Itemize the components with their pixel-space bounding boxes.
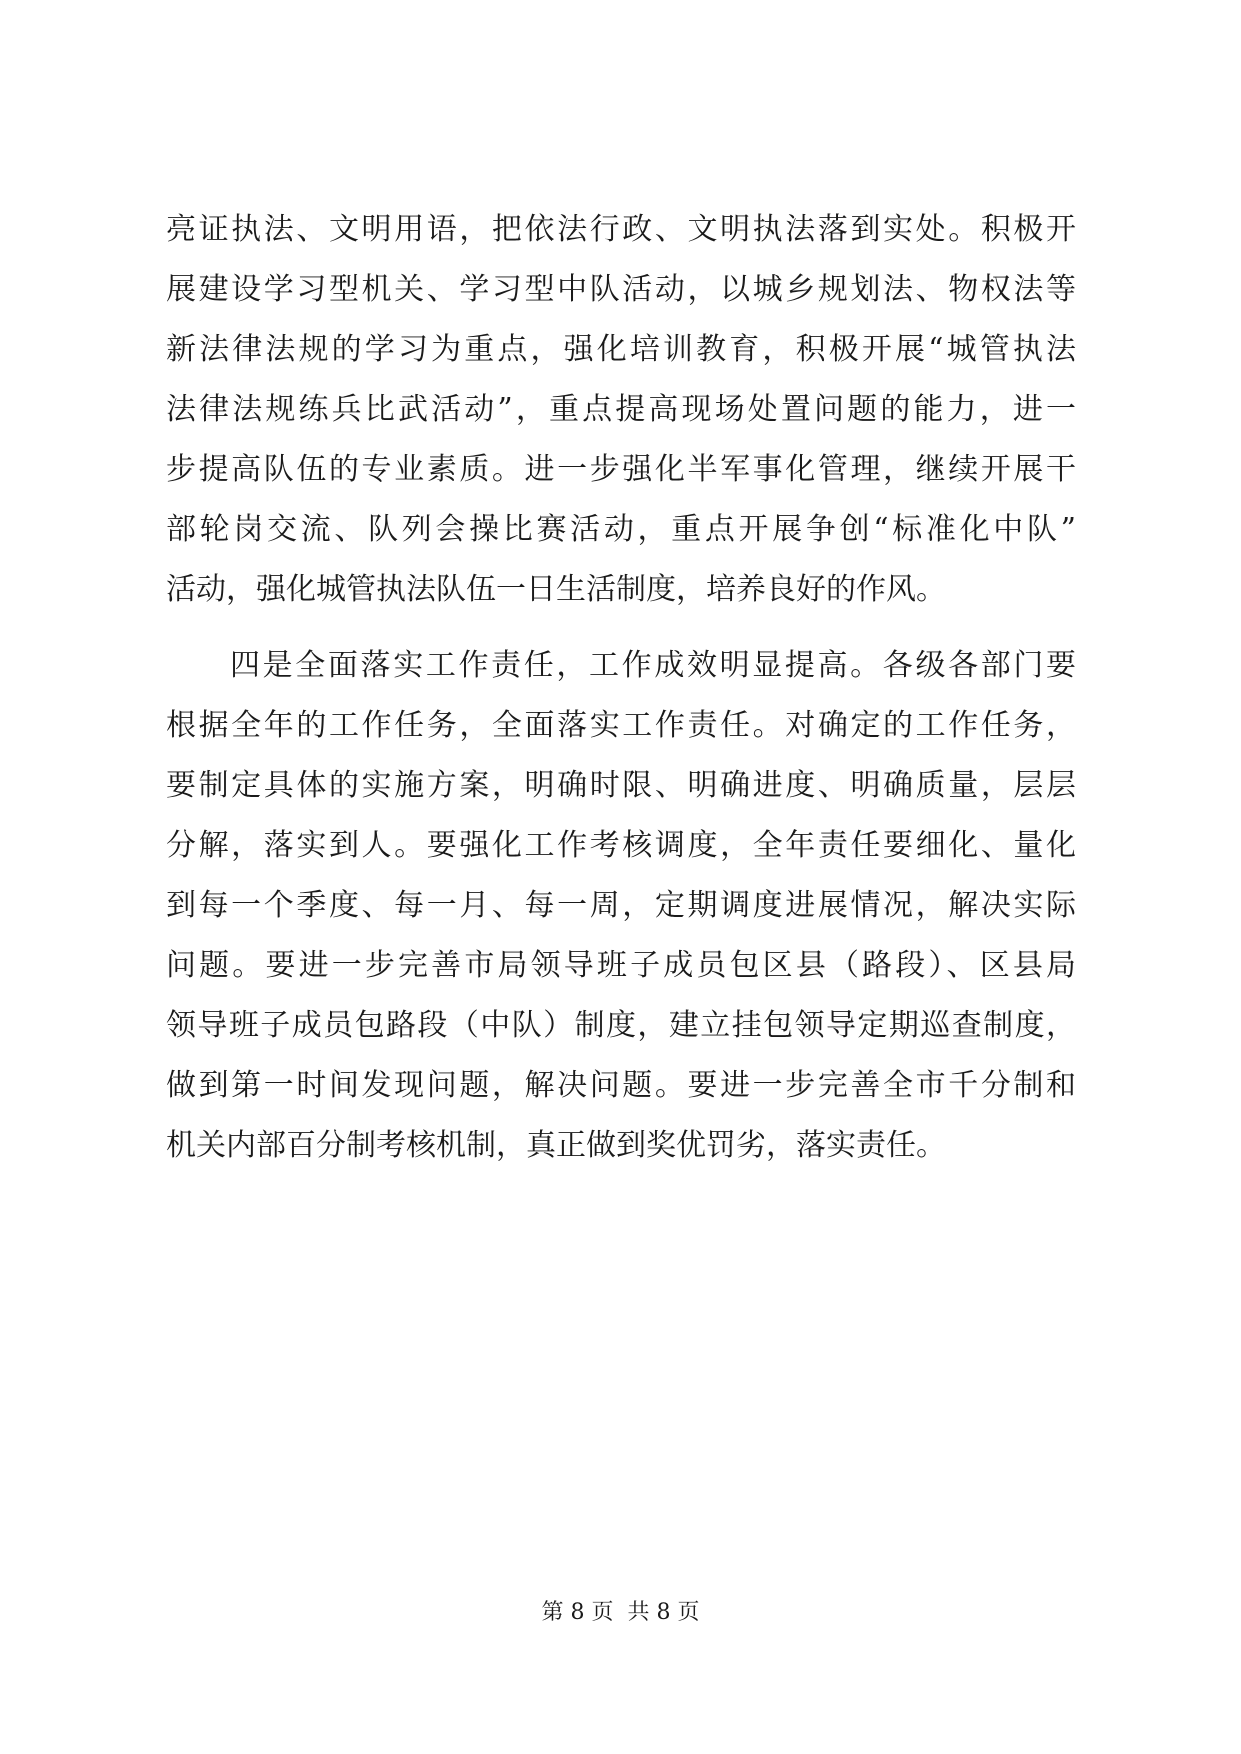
paragraph-line: 根据全年的工作任务，全面落实工作责任。对确定的工作任务， xyxy=(166,708,1076,743)
paragraph-line: 到每一个季度、每一月、每一周，定期调度进展情况，解决实际 xyxy=(166,888,1076,923)
page-number-label: 第 8 页 共 8 页 xyxy=(541,1600,700,1625)
paragraph-2 xyxy=(166,636,1076,1176)
document-body xyxy=(166,200,1076,1176)
paragraph-line: 活动，强化城管执法队伍一日生活制度，培养良好的作风。 xyxy=(166,572,946,607)
paragraph-line: 四是全面落实工作责任，工作成效明显提高。各级各部门要 xyxy=(230,648,1076,683)
page-footer xyxy=(0,1598,1241,1628)
paragraph-line: 亮证执法、文明用语，把依法行政、文明执法落到实处。积极开 xyxy=(166,212,1076,247)
paragraph-line: 部轮岗交流、队列会操比赛活动，重点开展争创“标准化中队” xyxy=(166,512,1076,547)
paragraph-line: 机关内部百分制考核机制，真正做到奖优罚劣，落实责任。 xyxy=(166,1128,946,1163)
paragraph-line: 法律法规练兵比武活动”，重点提高现场处置问题的能力，进一 xyxy=(166,392,1076,427)
paragraph-line: 新法律法规的学习为重点，强化培训教育，积极开展“城管执法 xyxy=(166,332,1076,367)
paragraph-line: 领导班子成员包路段（中队）制度，建立挂包领导定期巡查制度， xyxy=(166,1008,1076,1043)
paragraph-line: 要制定具体的实施方案，明确时限、明确进度、明确质量，层层 xyxy=(166,768,1076,803)
paragraph-line: 步提高队伍的专业素质。进一步强化半军事化管理，继续开展干 xyxy=(166,452,1076,487)
paragraph-line: 展建设学习型机关、学习型中队活动，以城乡规划法、物权法等 xyxy=(166,272,1076,307)
paragraph-line: 分解，落实到人。要强化工作考核调度，全年责任要细化、量化 xyxy=(166,828,1076,863)
paragraph-line: 问题。要进一步完善市局领导班子成员包区县（路段）、区县局 xyxy=(166,948,1076,983)
paragraph-line: 做到第一时间发现问题，解决问题。要进一步完善全市千分制和 xyxy=(166,1068,1076,1103)
paragraph-1 xyxy=(166,200,1076,620)
